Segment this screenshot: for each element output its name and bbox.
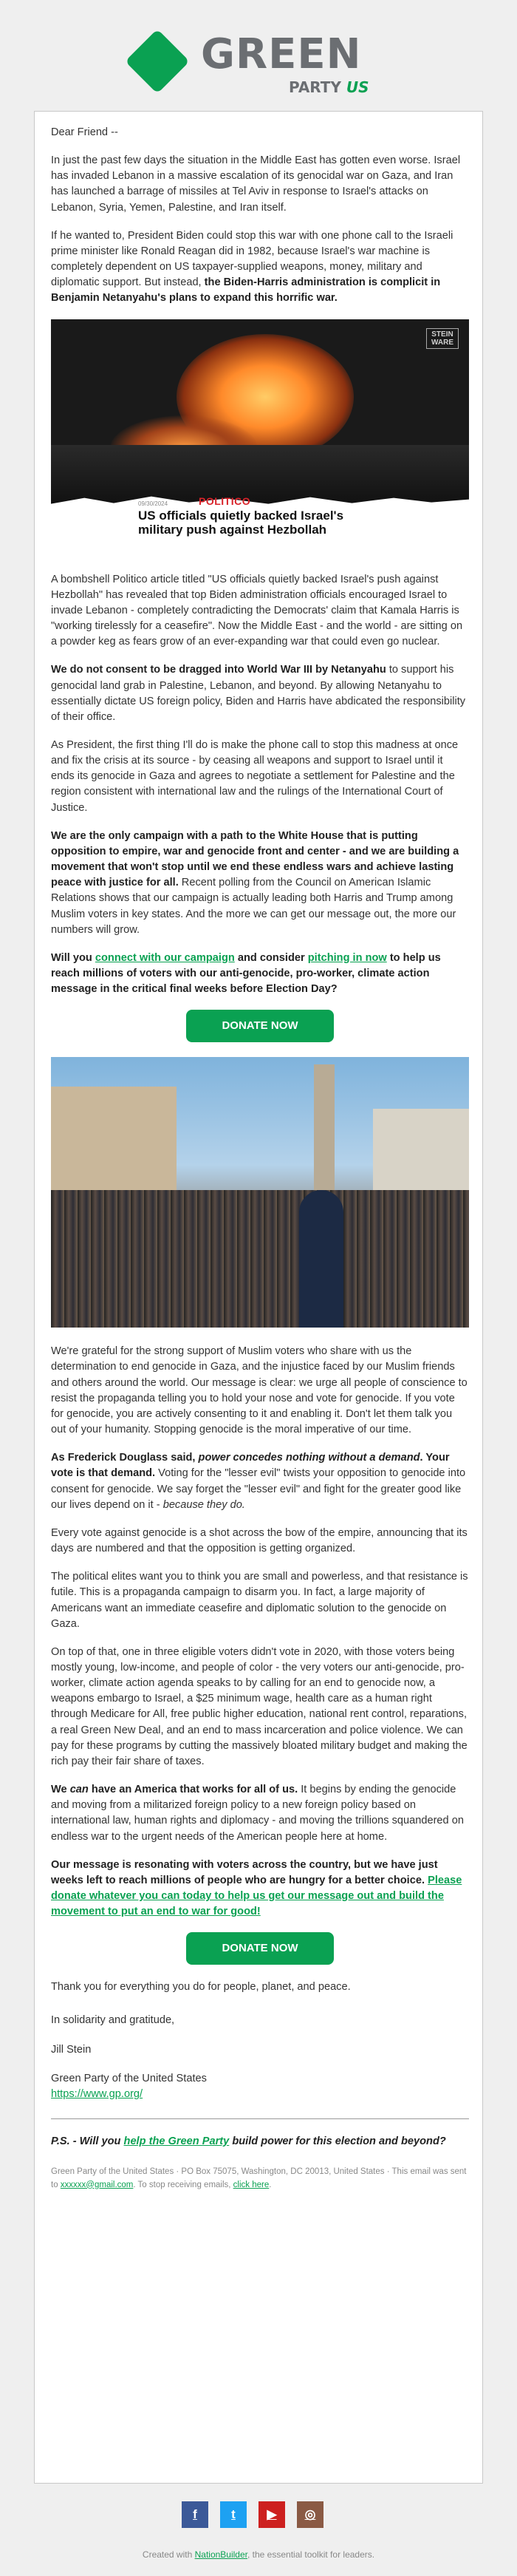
text: If he wanted to, President Biden could stop this war with one phone call to the Israeli prime minister like Ronald Reagan did in 1982, because Israel's war machine is completely dependent on US taxpayer-supplied weapons, money, military and diplomatic support. But instead, [51,229,453,289]
paragraph: Thank you for everything you do for people, planet, and peace. [51,1981,351,1994]
unsubscribe-link[interactable]: click here [233,2180,270,2189]
header [0,0,517,111]
bold-text [51,1859,462,1917]
text: It begins by ending the genocide and moving from a militarized foreign policy to a new foreign policy based on international law, human rights and diplomacy - and moving the trillions squandered on endless war to the urgent needs of the American people here at home. [51,1784,464,1843]
speaker-figure [299,1190,343,1328]
text: Created with [142,2549,195,2560]
donate-button[interactable]: DONATE NOW [186,1932,334,1965]
nationbuilder-link[interactable]: NationBuilder [194,2549,247,2560]
logo-wordmark: GREEN [201,30,362,78]
rally-photo [51,1057,469,1328]
diamond-icon [125,29,190,94]
text: Recent polling from the Council on American Islamic Relations shows that our campaign is actually leading both Harris and Trump among Muslim voters in key states. And the more we can get our message out, the more our numbers will grow. [51,877,456,936]
paragraph: On top of that, one in three eligible voters didn't vote in 2020, with those voters being mostly young, low-income, and people of color - the very voters our anti-genocide, pro-worker, climate action agenda speaks to by calling for an end to genocide now, a weapons embargo to Israel, a $25 minimum wage, health care as a human right through Medicare for All, free public higher education, national rent control, reparations, a real Green New Deal, and an end to mass incarceration and police violence. We can pay for these programs by cutting the massively bloated military budget and making the rich pay their fair share of taxes. [51,1645,468,1767]
paragraph [51,951,469,997]
paragraph: We're grateful for the strong support of Muslim voters who share with us the determination to end genocide in Gaza, and the injustice faced by our Muslim friends and others around the world. Our message is clear: we urge all people of conscience to resist the propaganda telling you to hold your nose and vote for genocide. If you vote for genocide, you are actively consenting to it and enabling it. Don't let them talk you out of your humanity. Stopping genocide is the moral imperative of our time. [51,1345,468,1436]
watermark: STEIN WARE [426,328,459,349]
green-party-logo[interactable] [134,30,386,101]
twitter-icon[interactable]: t [220,2501,247,2528]
donate-button[interactable]: DONATE NOW [186,1010,334,1042]
divider [51,2118,469,2119]
text: Will you [51,951,95,964]
paragraph [51,1858,469,1920]
paragraph [51,829,469,938]
paragraph [51,662,469,725]
politico-source-label: POLITICO [199,495,251,507]
postscript [51,2134,469,2150]
signer-name: Jill Stein [51,2043,92,2056]
text: Our message is resonating with voters across the country, but we have just weeks left to reach millions of people who are hungry for a better choice. [51,1858,438,1886]
logo-us-text: US [346,78,369,96]
clock-tower-graphic [314,1064,335,1190]
help-green-party-link[interactable]: help the Green Party [123,2135,230,2148]
greeting: Dear Friend -- [51,126,118,138]
footer-address [51,2166,469,2192]
instagram-icon[interactable]: ◎ [297,2501,323,2528]
paragraph: A bombshell Politico article titled "US officials quietly backed Israel's push against Hezbollah" has revealed that top Biden administration officials encouraged Israel to invade Lebanon - completely contradicting the Democrats' claim that Kamala Harris is "working tirelessly for a ceasefire". Now the Middle East - and the world - are sitting on a powder keg as fears grow of an ever-expanding war that could even go nuclear. [51,573,463,648]
donate-button-wrap [51,1932,469,1965]
building-graphic [51,1087,177,1197]
paragraph [51,228,469,307]
text: . [269,2180,272,2189]
facebook-icon[interactable]: f [182,2501,208,2528]
email-body [35,112,482,2192]
connect-link[interactable]: connect with our campaign [95,951,235,964]
text: Green Party of the United States · PO Box 75075, Washington, DC 20013, United States · This email was sent to [51,2167,467,2189]
italic-text: can [69,1784,89,1796]
donate-link[interactable]: Please donate whatever you can today to help us get our message out and build the movement to put an end to war for good! [51,1874,462,1918]
donate-button-wrap [51,1010,469,1042]
italic-text: power concedes nothing without a demand [198,1452,420,1464]
text: and consider [234,951,308,964]
politico-article-image[interactable] [51,319,469,556]
text: , the essential toolkit for leaders. [247,2549,375,2560]
youtube-icon[interactable]: ▶ [258,2501,285,2528]
article-headline: US officials quietly backed Israel's military push against Hezbollah [138,508,344,537]
text: to support his genocidal land grab in Palestine, Lebanon, and beyond. By allowing Netanyahu to essentially dictate US foreign policy, Biden and Harris have abdicated the responsibility of their office. [51,664,466,723]
text: build power for this election and beyond? [229,2135,446,2148]
bold-text [51,1784,298,1795]
closing: In solidarity and gratitude, [51,2014,175,2027]
italic-text: because they do. [162,1498,245,1511]
paragraph: As President, the first thing I'll do is make the phone call to stop this madness at once and fix the crisis at its source - by ceasing all weapons and support to Israel until it ends its genocide in Gaza and agrees to negotiate a settlement for Palestine and the region consistent with international law and the rulings of the International Court of Justice. [51,738,459,814]
signer-org [51,2071,469,2102]
bold-text: We do not consent to be dragged into World War III by Netanyahu [51,664,386,676]
recipient-email-link[interactable]: xxxxxx@gmail.com [60,2180,134,2189]
website-link[interactable]: https://www.gp.org/ [51,2087,143,2100]
paragraph [51,1450,469,1513]
text: As Frederick Douglass said, [51,1452,199,1464]
pitch-in-link[interactable]: pitching in now [307,951,387,964]
logo-subtitle [289,80,369,95]
signature [51,2013,469,2102]
bold-text: We are the only campaign with a path to the White House that is putting opposition to empire, war and genocide front and center - and we are building a movement that won't stop until we end these endless wars and achieve lasting peace with justice for all. [51,829,459,889]
text: P.S. - Will you [51,2135,124,2148]
paragraph: The political elites want you to think you are small and powerless, and that resistance is futile. This is a propaganda campaign to disarm you. In fact, a large majority of Americans want an immediate ceasefire and diplomatic solution to the genocide on Gaza. [51,1571,468,1630]
text: . To stop receiving emails, [133,2180,233,2189]
bold-text: the Biden-Harris administration is complicit in Benjamin Netanyahu's plans to expand this horrific war. [51,276,441,305]
text: We [51,1784,70,1796]
text: Voting for the "lesser evil" twists your opposition to genocide into consent for genocide. We say forget the "lesser evil" and fight for the greater good like our lives depend on it - [51,1467,466,1511]
text: . Your vote is that demand. [51,1452,450,1480]
paragraph: In just the past few days the situation in the Middle East has gotten even worse. Israel has invaded Lebanon in a massive escalation of its genocidal war on Gaza, and Iran has launched a barrage of missiles at Tel Aviv in response to Israel's attacks on Lebanon, Syria, Yemen, Palestine, and Iran itself. [51,154,461,214]
text: have an America that works for all of us. [88,1784,298,1796]
nationbuilder-credit [0,2549,517,2561]
text: to help us reach millions of voters with our anti-genocide, pro-worker, climate action message in the critical final weeks before Election Day? [51,951,441,996]
crowd-graphic [51,1190,469,1328]
paragraph: Every vote against genocide is a shot across the bow of the empire, announcing that its days are numbered and that the opposition is getting organized. [51,1526,468,1555]
org-name: Green Party of the United States [51,2072,207,2084]
bold-text [51,952,441,995]
article-date: 09/30/2024 [138,500,168,507]
paragraph [51,1782,469,1845]
logo-party-text: PARTY [289,78,341,96]
social-links [182,2501,337,2528]
email-card [34,111,483,2484]
